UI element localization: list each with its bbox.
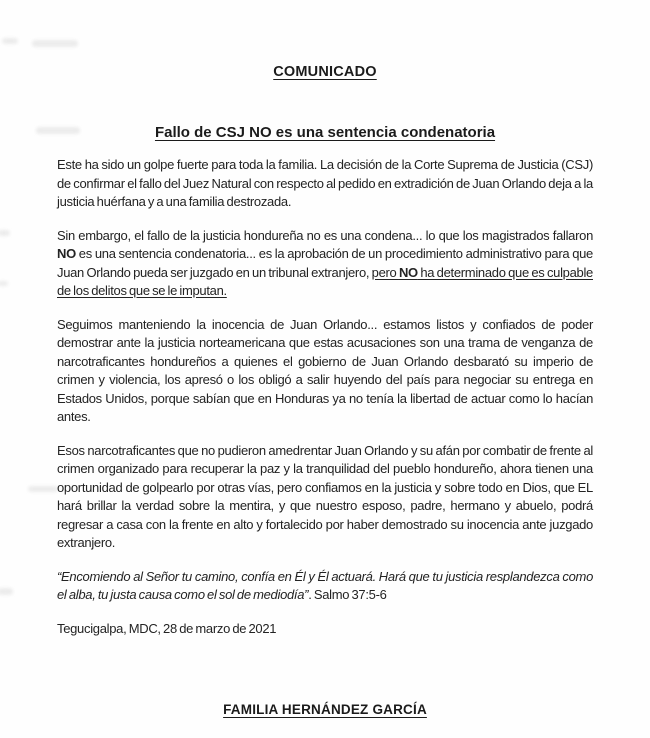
text-run: ha determinado que es culpable de los delitos que se le imputan. xyxy=(57,264,593,298)
text-run: NO xyxy=(398,264,418,280)
document-body xyxy=(57,156,593,638)
text-run: Seguimos manteniendo la inocencia de Juan Orlando... estamos listos y confiados de poder demostrar ante la justicia norteamericana que estas acusaciones son una trama de venganza de narcotraficantes hondureños a quienes el gobierno de Juan Orlando desbarató su imperio de crimen y violencia, los apresó o los obligó a salir huyendo del país para negociar su entrega en Estados Unidos, porque sabían que en Honduras ya no tenía la libertad de actuar como lo hacían antes. xyxy=(57,316,593,424)
document-title: COMUNICADO xyxy=(273,64,377,80)
text-run: pero xyxy=(371,264,399,280)
intro-paragraph xyxy=(57,156,593,212)
text-run: Este ha sido un golpe fuerte para toda la familia. La decisión de la Corte Suprema de Justicia (CSJ) de confirmar el fallo del Juez Natural con respecto al pedido en extradición de Juan Orlando deja a la justicia huérfana y a una familia destrozada. xyxy=(57,157,593,209)
text-run: NO xyxy=(57,246,76,261)
dateline xyxy=(57,620,593,639)
text-run: es una sentencia condenatoria... es la aprobación de un procedimiento administrativo para que Juan Orlando pueda ser juzgado en un tribunal extranjero, xyxy=(57,246,593,280)
ruling-clarification-paragraph xyxy=(57,227,593,301)
document-subtitle: Fallo de CSJ NO es una sentencia condenatoria xyxy=(154,124,496,141)
signature-line: FAMILIA HERNÁNDEZ GARCÍA xyxy=(223,702,427,717)
text-run: “Encomiendo al Señor tu camino, confía en Él y Él actuará. Hará que tu justicia resplandezca como el alba, tu justa causa como el sol de mediodía” xyxy=(57,568,593,602)
text-run: Tegucigalpa, MDC, 28 de marzo de 2021 xyxy=(57,620,277,636)
scripture-quote xyxy=(57,568,593,605)
innocence-paragraph xyxy=(57,316,593,427)
narcotraffickers-paragraph xyxy=(57,442,593,553)
text-run: Sin embargo, el fallo de la justicia hondureña no es una condena... lo que los magistrados fallaron xyxy=(57,227,593,243)
text-run: Esos narcotraficantes que no pudieron amedrentar Juan Orlando y su afán por combatir de frente al crimen organizado para recuperar la paz y la tranquilidad del pueblo hondureño, ahora tienen una oportunidad de golpearlo por otras vías, pero confiamos en la justicia y sobre todo en Dios, que EL hará brillar la verdad sobre la mentira, y que nuestro esposo, padre, hermano y abuelo, podrá regresar a casa con la frente en alto y fortalecido por haber demostrado su inocencia ante juzgado extranjero. xyxy=(57,442,593,550)
text-run: . Salmo 37:5-6 xyxy=(308,587,387,602)
